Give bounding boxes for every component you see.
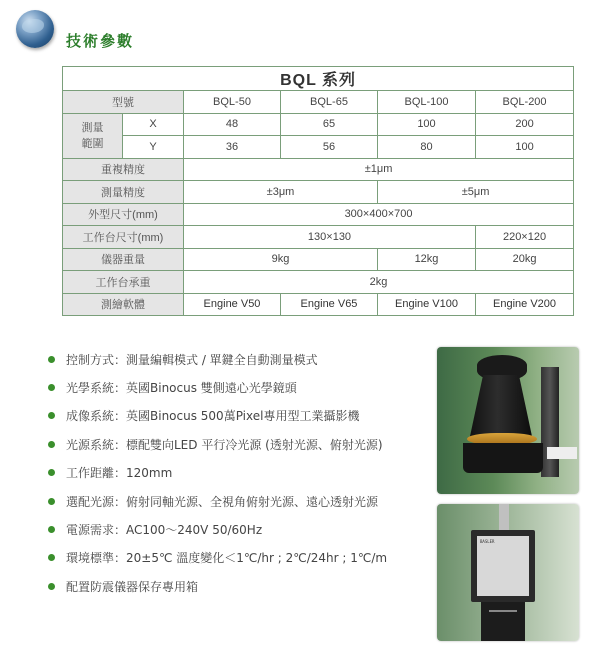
x-value-cell: 65 xyxy=(281,113,378,136)
list-item xyxy=(48,345,428,373)
list-item xyxy=(48,572,428,600)
y-value-cell: 100 xyxy=(476,136,574,159)
lens-photo xyxy=(437,347,579,494)
feature-text: 選配光源：俯射同軸光源、全視角俯射光源、遠心透射光源 xyxy=(66,494,379,509)
list-item xyxy=(48,515,428,543)
feature-text: 光源系統：標配雙向LED 平行冷光源 (透射光源、俯射光源) xyxy=(66,437,383,452)
y-value-cell: 80 xyxy=(378,136,476,159)
list-item xyxy=(48,430,428,458)
stage-load-label: 工作台承重 xyxy=(63,271,184,294)
y-value-cell: 56 xyxy=(281,136,378,159)
range-label-line: 測量 xyxy=(81,121,104,134)
stage-size-label: 工作台尺寸(mm) xyxy=(63,226,184,249)
software-value: Engine V50 xyxy=(184,293,281,316)
bullet-icon xyxy=(48,498,55,505)
camera-photo xyxy=(437,504,579,641)
range-label xyxy=(63,113,123,158)
bullet-icon xyxy=(48,469,55,476)
bullet-icon xyxy=(48,384,55,391)
stage-size-value: 130×130 xyxy=(184,226,476,249)
dimensions-label: 外型尺寸(mm) xyxy=(63,203,184,226)
accuracy-value: ±3μm xyxy=(184,181,378,204)
weight-value: 20kg xyxy=(476,248,574,271)
camera-brand-text: BASLER xyxy=(480,539,495,544)
repeatability-label: 重複精度 xyxy=(63,158,184,181)
bullet-icon xyxy=(48,526,55,533)
range-label-line: 範圍 xyxy=(81,137,104,150)
bullet-icon xyxy=(48,412,55,419)
y-label: Y xyxy=(123,136,184,159)
software-value: Engine V65 xyxy=(281,293,378,316)
stage-load-value: 2kg xyxy=(184,271,574,294)
model-label: 型號 xyxy=(63,91,184,114)
section-title: 技術參數 xyxy=(66,32,135,50)
feature-text: 控制方式：測量編輯模式 / 單鍵全自動測量模式 xyxy=(66,352,318,367)
model-cell: BQL-200 xyxy=(476,91,574,114)
y-value-cell: 36 xyxy=(184,136,281,159)
model-cell: BQL-65 xyxy=(281,91,378,114)
accuracy-label: 測量精度 xyxy=(63,181,184,204)
bullet-icon xyxy=(48,554,55,561)
spec-table xyxy=(62,66,574,316)
table-caption: BQL 系列 xyxy=(63,67,574,91)
x-value-cell: 48 xyxy=(184,113,281,136)
x-label: X xyxy=(123,113,184,136)
weight-label: 儀器重量 xyxy=(63,248,184,271)
list-item xyxy=(48,487,428,515)
camera-label xyxy=(477,536,529,596)
x-value-cell: 100 xyxy=(378,113,476,136)
feature-text: 環境標準：20±5℃ 溫度變化＜1℃/hr ; 2℃/24hr ; 1℃/m xyxy=(66,551,388,566)
weight-value: 9kg xyxy=(184,248,378,271)
list-item xyxy=(48,402,428,430)
repeatability-value: ±1μm xyxy=(184,158,574,181)
bullet-icon xyxy=(48,583,55,590)
x-value-cell: 200 xyxy=(476,113,574,136)
list-item xyxy=(48,544,428,572)
feature-text: 配置防震儀器保存專用箱 xyxy=(66,579,199,594)
model-cell: BQL-100 xyxy=(378,91,476,114)
weight-value: 12kg xyxy=(378,248,476,271)
feature-text: 電源需求：AC100～240V 50/60Hz xyxy=(66,523,263,538)
dimensions-value: 300×400×700 xyxy=(184,203,574,226)
bullet-icon xyxy=(48,356,55,363)
software-value: Engine V100 xyxy=(378,293,476,316)
globe-icon xyxy=(16,10,54,48)
accuracy-value: ±5μm xyxy=(378,181,574,204)
feature-text: 成像系統：英國Binocus 500萬Pixel專用型工業攝影機 xyxy=(66,409,360,424)
list-item xyxy=(48,459,428,487)
feature-text: 工作距離：120mm xyxy=(66,466,173,481)
software-value: Engine V200 xyxy=(476,293,574,316)
bullet-icon xyxy=(48,441,55,448)
feature-list xyxy=(48,345,428,601)
list-item xyxy=(48,373,428,401)
software-label: 測繪軟體 xyxy=(63,293,184,316)
model-cell: BQL-50 xyxy=(184,91,281,114)
stage-size-value: 220×120 xyxy=(476,226,574,249)
feature-text: 光學系統：英國Binocus 雙側遠心光學鏡頭 xyxy=(66,381,297,396)
